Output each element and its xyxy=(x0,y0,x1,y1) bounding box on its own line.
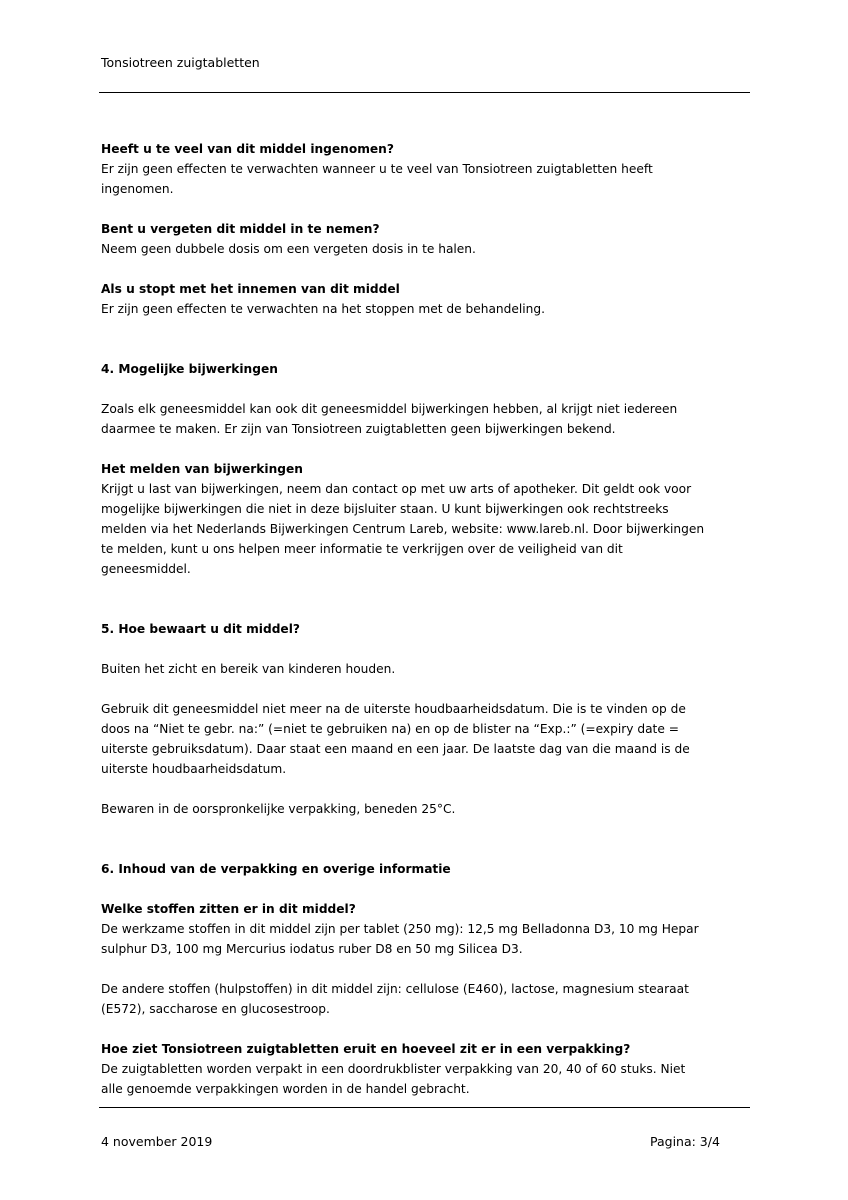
section-4-heading: 4. Mogelijke bijwerkingen xyxy=(101,362,278,376)
expiry-line-4: uiterste houdbaarheidsdatum. xyxy=(101,762,287,776)
stop-heading: Als u stopt met het innemen van dit middel xyxy=(101,282,400,296)
overdose-line-2: ingenomen. xyxy=(101,182,174,196)
reporting-line-2: mogelijke bijwerkingen die niet in deze bijsluiter staan. U kunt bijwerkingen ook rechtstreeks xyxy=(101,502,669,516)
other-ingredients-line-2: (E572), saccharose en glucosestroop. xyxy=(101,1002,330,1016)
packaging-line-2: alle genoemde verpakkingen worden in de handel gebracht. xyxy=(101,1082,470,1096)
expiry-line-1: Gebruik dit geneesmiddel niet meer na de uiterste houdbaarheidsdatum. Die is te vinden op de xyxy=(101,702,686,716)
section-5-heading: 5. Hoe bewaart u dit middel? xyxy=(101,622,300,636)
footer-date: 4 november 2019 xyxy=(101,1134,213,1149)
forgot-line-1: Neem geen dubbele dosis om een vergeten dosis in te halen. xyxy=(101,242,476,256)
ingredients-heading: Welke stoffen zitten er in dit middel? xyxy=(101,902,356,916)
reporting-line-4: te melden, kunt u ons helpen meer informatie te verkrijgen over de veiligheid van dit xyxy=(101,542,623,556)
packaging-heading: Hoe ziet Tonsiotreen zuigtabletten eruit en hoeveel zit er in een verpakking? xyxy=(101,1042,631,1056)
active-ingredients-line-2: sulphur D3, 100 mg Mercurius iodatus ruber D8 en 50 mg Silicea D3. xyxy=(101,942,523,956)
active-ingredients-line-1: De werkzame stoffen in dit middel zijn per tablet (250 mg): 12,5 mg Belladonna D3, 10 mg Hepar xyxy=(101,922,699,936)
reporting-heading: Het melden van bijwerkingen xyxy=(101,462,303,476)
section-6-heading: 6. Inhoud van de verpakking en overige informatie xyxy=(101,862,451,876)
other-ingredients-line-1: De andere stoffen (hulpstoffen) in dit middel zijn: cellulose (E460), lactose, magnesium stearaat xyxy=(101,982,689,996)
footer-divider xyxy=(99,1107,750,1108)
expiry-line-3: uiterste gebruiksdatum). Daar staat een maand en een jaar. De laatste dag van die maand is de xyxy=(101,742,690,756)
footer-page-number: Pagina: 3/4 xyxy=(650,1134,720,1149)
forgot-heading: Bent u vergeten dit middel in te nemen? xyxy=(101,222,380,236)
overdose-line-1: Er zijn geen effecten te verwachten wanneer u te veel van Tonsiotreen zuigtabletten heeft xyxy=(101,162,653,176)
section-4-line-1: Zoals elk geneesmiddel kan ook dit geneesmiddel bijwerkingen hebben, al krijgt niet iedereen xyxy=(101,402,678,416)
storage-line: Bewaren in de oorspronkelijke verpakking, beneden 25°C. xyxy=(101,802,456,816)
section-4-line-2: daarmee te maken. Er zijn van Tonsiotreen zuigtabletten geen bijwerkingen bekend. xyxy=(101,422,616,436)
header-divider xyxy=(99,92,750,93)
reporting-line-5: geneesmiddel. xyxy=(101,562,191,576)
stop-line-1: Er zijn geen effecten te verwachten na het stoppen met de behandeling. xyxy=(101,302,545,316)
reporting-line-1: Krijgt u last van bijwerkingen, neem dan contact op met uw arts of apotheker. Dit geldt ook voor xyxy=(101,482,692,496)
reporting-line-3: melden via het Nederlands Bijwerkingen Centrum Lareb, website: www.lareb.nl. Door bijwerkingen xyxy=(101,522,705,536)
expiry-line-2: doos na “Niet te gebr. na:” (=niet te gebruiken na) en op de blister na “Exp.:” (=expiry date = xyxy=(101,722,679,736)
document-body xyxy=(101,139,751,1099)
overdose-heading: Heeft u te veel van dit middel ingenomen? xyxy=(101,142,394,156)
packaging-line-1: De zuigtabletten worden verpakt in een doordrukblister verpakking van 20, 40 of 60 stuks. Niet xyxy=(101,1062,686,1076)
page-header-title: Tonsiotreen zuigtabletten xyxy=(101,55,260,70)
section-5-children-line: Buiten het zicht en bereik van kinderen houden. xyxy=(101,662,396,676)
